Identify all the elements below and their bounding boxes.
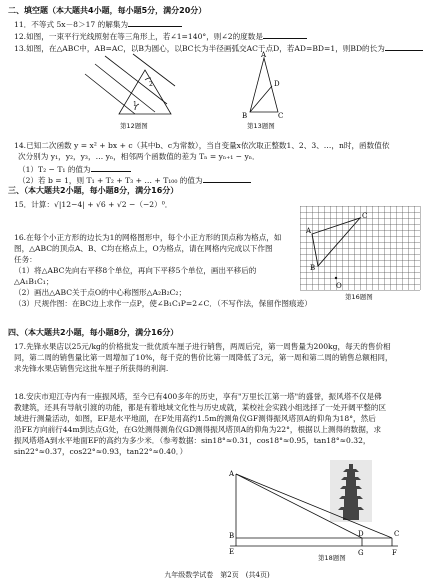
question-14-part2: （2）若 b = 1，则 T₁ + T₂ + T₃ + … + T₁₀₀ 的值为 (18, 174, 251, 186)
svg-text:B: B (310, 264, 316, 272)
question-14-part1: （1）T₂ − T₁ 的值为 (18, 163, 131, 175)
question-18-line1: 18.安庆市迎江寺内有一座振风塔，至今已有400多年的历史，享有"万里长江第一塔"的盛誉，振风塔不仅是佛 (14, 392, 382, 401)
figure-16-grid (300, 206, 426, 292)
svg-text:O: O (336, 282, 342, 290)
figure-13 (240, 50, 290, 122)
section-2-heading: 二、填空题（本大题共4小题，每小题5分，满分20分） (8, 6, 207, 15)
question-16-line3: 任务： (14, 255, 37, 264)
question-16-part2: （2）画出△ABC关于点O的中心称图形△A₂B₂C₂； (14, 288, 187, 297)
question-18-line6: sin22°≈0.37，cos22°≈0.93，tan22°≈0.40．） (14, 447, 188, 456)
svg-text:E: E (229, 548, 235, 556)
svg-text:C: C (278, 112, 284, 120)
figure-18 (226, 468, 406, 560)
svg-text:B: B (242, 112, 248, 120)
page-footer: 九年级数学试卷 第2页 (共4页) (164, 571, 270, 579)
question-16-line2: 图，△ABC的顶点A、B、C均在格点上，O为格点，请在网格内完成以下作图 (14, 244, 273, 253)
section-4-heading: 四、（本大题共2小题，每小题8分，满分16分） (8, 328, 179, 337)
question-16-part1: （1）将△ABC先向右平移8个单位，再向下平移5个单位，画出平移后的 (14, 266, 257, 275)
answer-blank (263, 30, 307, 39)
question-17-line3: 求先锋水果店销售完这批车厘子所获得的利润. (14, 364, 169, 373)
question-18-line2: 教建筑，还具有导航引渡的功能，都是有着地域文化性与历史成就，某校社会实践小组选择了一处开阔平整的区 (14, 403, 387, 412)
svg-text:G: G (358, 549, 364, 557)
question-11: 11．不等式 5x－8＞17 的解集为 (14, 18, 182, 30)
svg-text:A: A (306, 227, 312, 235)
svg-text:D: D (274, 80, 280, 88)
figure-12 (75, 52, 185, 124)
question-16-part3: （3）尺规作图：在BC边上求作一点P，使∠B₁C₁P=2∠C．（不写作法，保留作图痕迹） (14, 299, 312, 308)
question-17-line2: 同，第二周的销售量比第一周增加了10%，每千克的售价比第一周降低了3元，第一周和第二周的销售总额相同， (14, 353, 393, 362)
svg-text:C: C (362, 212, 368, 220)
section-3-heading: 三、（本大题共2小题，每小题8分，满分16分） (8, 186, 179, 195)
question-14-line1: 14.已知二次函数 y = x² + bx + c（其中b、c为常数），当自变量x依次取正整数1、2、3、…，n时，函数值依 (14, 141, 390, 150)
figure-16-caption: 第16题图 (345, 293, 373, 301)
answer-blank (91, 163, 131, 172)
question-13: 13.如图，在△ABC中，AB=AC，以B为圆心，以BC长为半径画弧交AC于点D，若AD=BD=1，则BD的长为 (14, 42, 423, 54)
question-18-line4: 沿FE方向前行44m到达点G处，在G处测得测角仪GD测得振风塔顶A的仰角为22°，根据以上测得的数据，求 (14, 425, 382, 434)
question-12: 12.如图，一束平行光线照射在等三角形上，若∠1=140°，则∠2的度数是 (14, 30, 307, 42)
svg-text:C: C (394, 530, 400, 538)
svg-text:2: 2 (149, 81, 153, 88)
question-17-line1: 17.先锋水果店以25元/kg的价格批发一批优质车厘子进行销售，两周后完，第一周售量为200kg，每天的售价相 (14, 342, 391, 351)
svg-text:B: B (229, 532, 235, 540)
svg-text:A: A (261, 51, 267, 59)
question-18-line5: 振风塔塔A到水平地面EF的高约为多少米．（参考数据：sin18°≈0.31，cos18°≈0.95，tan18°≈0.32， (14, 436, 371, 445)
answer-blank (385, 42, 423, 51)
question-14-line2: 次分别为 y₁，y₂，y₃，… yₙ，相邻两个函数值的差为 Tₙ = yₙ₊₁ − yₙ． (18, 152, 260, 161)
question-16-part1-b: △A₁B₁C₁； (14, 277, 54, 286)
svg-text:F: F (392, 549, 397, 557)
svg-text:A: A (229, 470, 235, 478)
answer-blank (128, 18, 182, 27)
figure-13-caption: 第13题图 (247, 122, 275, 130)
question-16-line1: 16.在每个小正方形的边长为1的网格图形中，每个小正方形的顶点称为格点，如 (14, 233, 282, 242)
figure-12-caption: 第12题图 (120, 122, 148, 130)
figure-18-caption: 第18题图 (318, 554, 346, 562)
svg-text:D: D (358, 530, 364, 538)
svg-text:1: 1 (133, 101, 137, 108)
question-18-line3: 域进行测量活动，如图，EF是水平地面，在F处用高约1.5m的测角仪GF测得振风塔顶A的仰角为18°，然后 (14, 414, 376, 423)
question-15: 15．计算：√|12−4| + √6 + √2 −（−2）⁰． (14, 200, 173, 209)
answer-blank (203, 174, 251, 183)
